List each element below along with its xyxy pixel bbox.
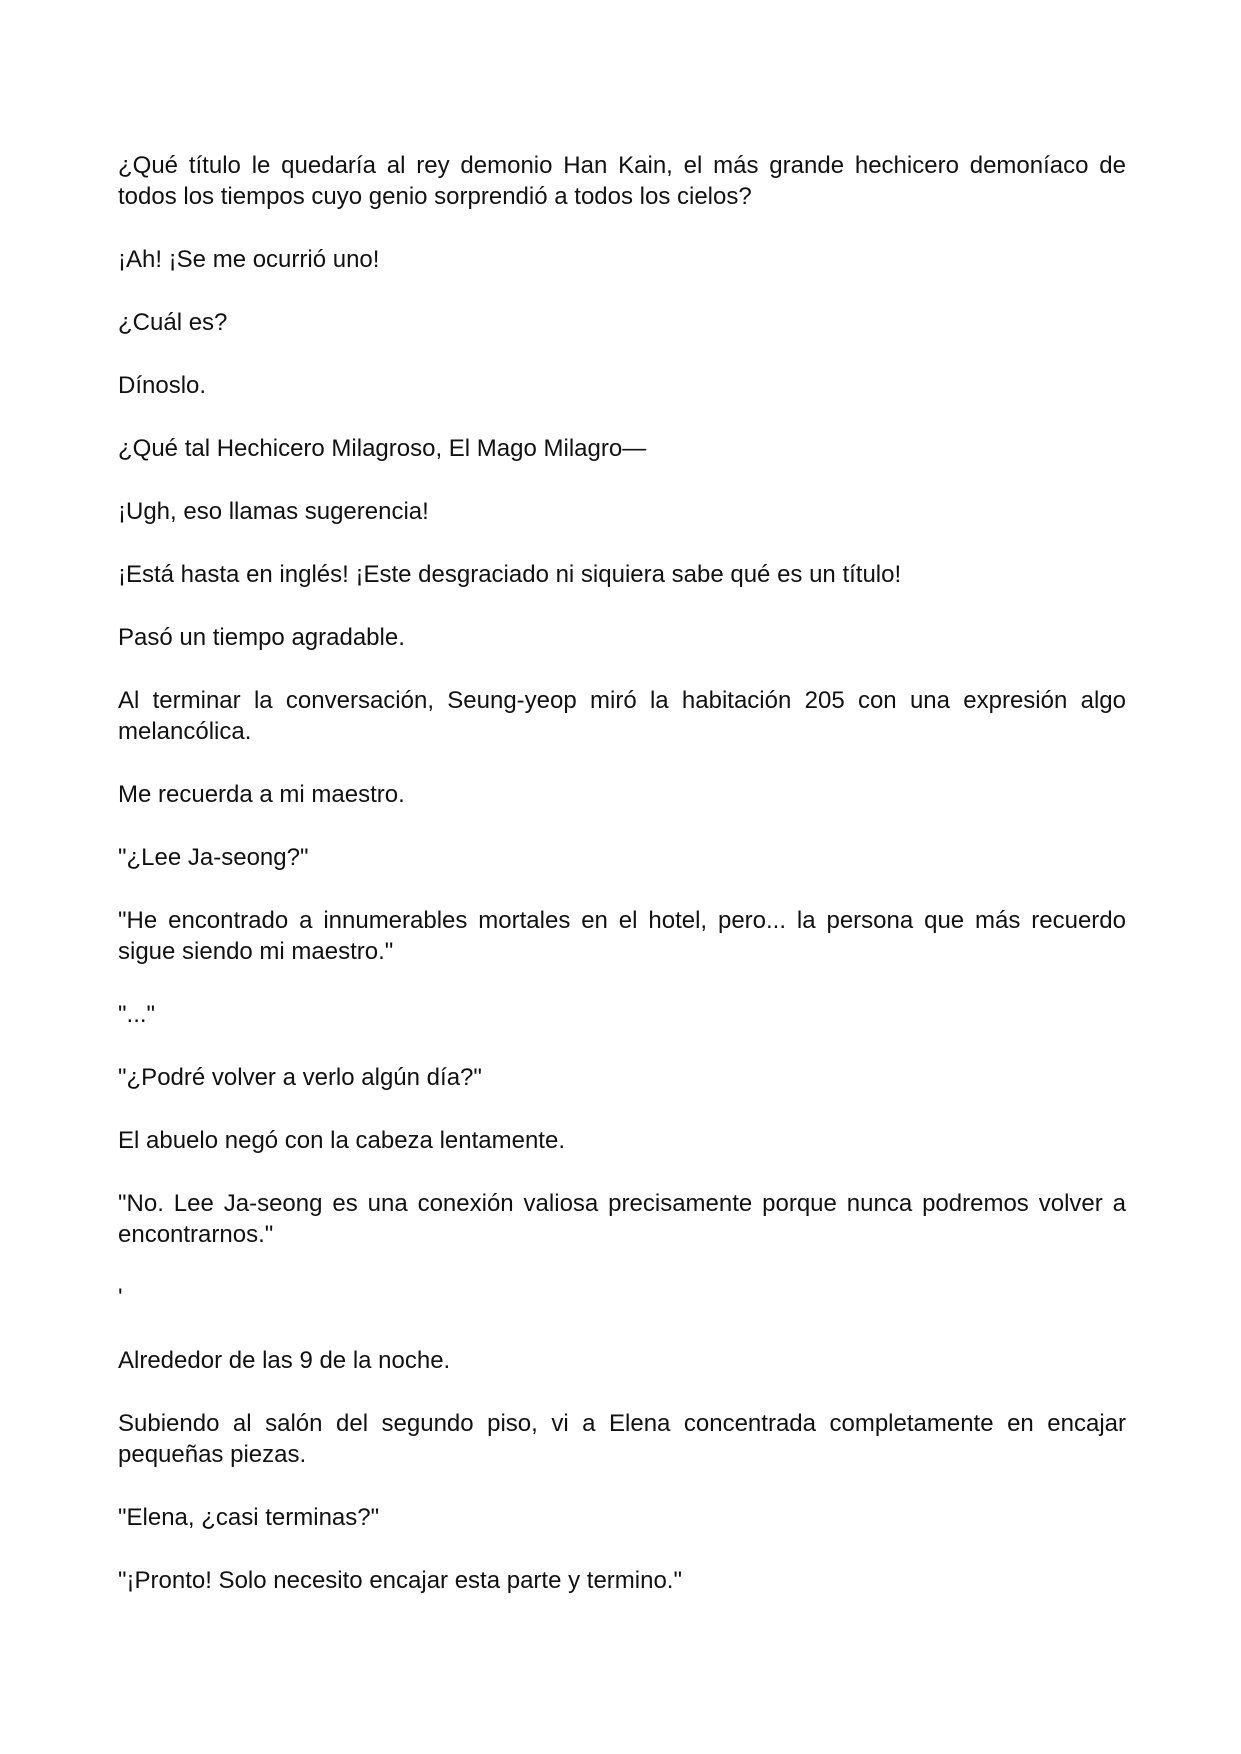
paragraph: Subiendo al salón del segundo piso, vi a Elena concentrada completamente en encajar pequeñas piezas.: [118, 1410, 1126, 1468]
paragraph: ¡Está hasta en inglés! ¡Este desgraciado ni siquiera sabe qué es un título!: [118, 561, 902, 588]
paragraph: Dínoslo.: [118, 372, 207, 399]
paragraph: ¿Qué tal Hechicero Milagroso, El Mago Milagro—: [118, 435, 647, 462]
paragraph: "No. Lee Ja-seong es una conexión valiosa precisamente porque nunca podremos volver a encontrarnos.": [118, 1190, 1126, 1248]
paragraph: El abuelo negó con la cabeza lentamente.: [118, 1127, 565, 1154]
paragraph: ¿Qué título le quedaría al rey demonio Han Kain, el más grande hechicero demoníaco de todos los tiempos cuyo genio sorprendió a todos los cielos?: [118, 152, 1126, 210]
paragraph: Pasó un tiempo agradable.: [118, 624, 405, 651]
paragraph: ¿Cuál es?: [118, 309, 228, 336]
paragraph: "¿Lee Ja-seong?": [118, 844, 309, 871]
document-body: [118, 150, 1126, 1628]
paragraph: "¿Podré volver a verlo algún día?": [118, 1064, 482, 1091]
paragraph: "Elena, ¿casi terminas?": [118, 1504, 380, 1531]
paragraph: ¡Ah! ¡Se me ocurrió uno!: [118, 246, 380, 273]
paragraph: "He encontrado a innumerables mortales en el hotel, pero... la persona que más recuerdo sigue siendo mi maestro.": [118, 907, 1126, 965]
paragraph: Al terminar la conversación, Seung-yeop miró la habitación 205 con una expresión algo melancólica.: [118, 687, 1126, 745]
scene-break-mark: ': [118, 1284, 123, 1311]
paragraph: "...": [118, 1001, 156, 1028]
paragraph: Alrededor de las 9 de la noche.: [118, 1347, 451, 1374]
paragraph: "¡Pronto! Solo necesito encajar esta parte y termino.": [118, 1567, 682, 1594]
paragraph: ¡Ugh, eso llamas sugerencia!: [118, 498, 429, 525]
paragraph: Me recuerda a mi maestro.: [118, 781, 405, 808]
